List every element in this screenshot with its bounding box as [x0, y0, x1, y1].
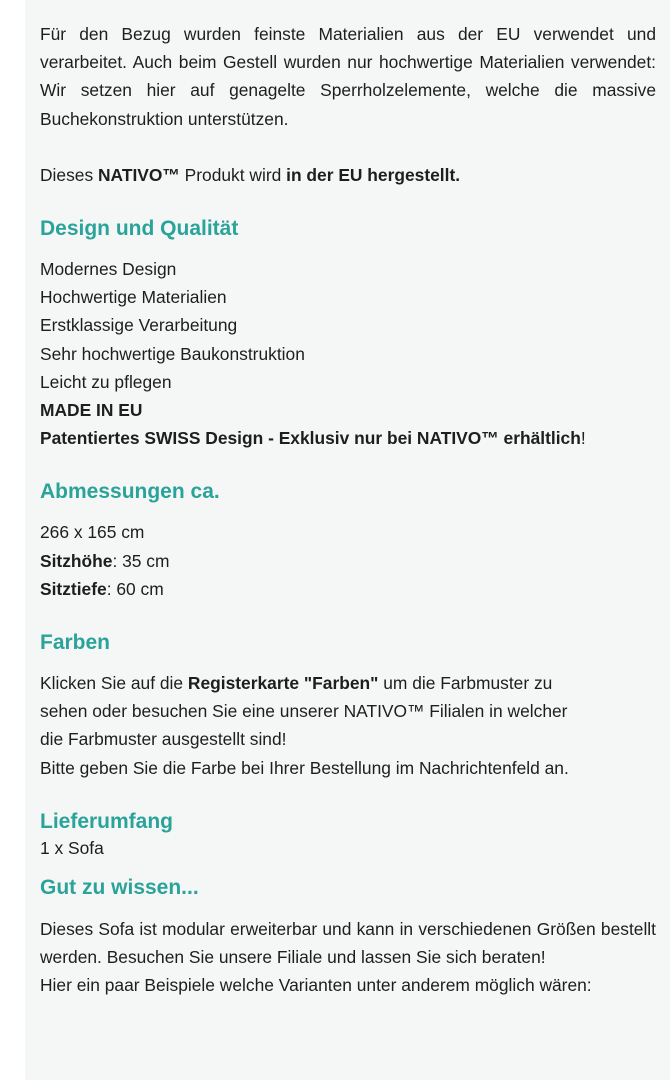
intro-paragraph: Für den Bezug wurden feinste Materialien aus der EU verwendet und verarbeitet. Auch beim Gestell wurden nur hochwertige Materialien verwendet: Wir setzen hier auf genagelte Sperrholzelemente, welche die massive Buchekonstruktion unterstützen. — [40, 24, 656, 129]
colors-tab-reference: Registerkarte "Farben" — [187, 673, 379, 694]
colors-heading: Farben — [40, 631, 111, 655]
colors-line: Klicken Sie auf die Registerkarte "Farben" um die Farbmuster zu — [40, 673, 553, 694]
dimensions-list — [40, 518, 656, 603]
delivery-heading: Lieferumfang — [40, 809, 174, 833]
dimensions-heading: Abmessungen ca. — [40, 480, 220, 504]
made-in-eu-statement: Dieses NATIVO™ Produkt wird in der EU hergestellt. — [40, 164, 461, 185]
brand-name: NATIVO™ — [98, 164, 180, 185]
dimension-seat-height: Sitzhöhe: 35 cm — [40, 550, 170, 571]
good-to-know-paragraph: Dieses Sofa ist modular erweiterbar und kann in verschiedenen Größen bestellt werden. Besuchen Sie unsere Filiale und lassen Sie sich beraten! — [40, 918, 656, 968]
list-item: Erstklassige Verarbeitung — [40, 315, 238, 336]
list-item: Leicht zu pflegen — [40, 371, 172, 392]
design-feature-list — [40, 255, 656, 452]
colors-line: Bitte geben Sie die Farbe bei Ihrer Bestellung im Nachrichtenfeld an. — [40, 757, 569, 778]
dimension-seat-depth: Sitztiefe: 60 cm — [40, 578, 164, 599]
colors-line: sehen oder besuchen Sie eine unserer NATIVO™ Filialen in welcher — [40, 701, 568, 722]
list-item: Sehr hochwertige Baukonstruktion — [40, 343, 305, 364]
colors-text — [40, 669, 656, 782]
dimension-size: 266 x 165 cm — [40, 522, 145, 543]
list-item-patent: Patentiertes SWISS Design - Exklusiv nur bei NATIVO™ erhältlich! — [40, 428, 586, 449]
list-item: Modernes Design — [40, 259, 177, 280]
delivery-item: 1 x Sofa — [40, 837, 104, 858]
list-item-made-in-eu: MADE IN EU — [40, 400, 143, 421]
colors-line: die Farbmuster ausgestellt sind! — [40, 729, 287, 750]
good-to-know-heading: Gut zu wissen... — [40, 875, 199, 899]
design-heading: Design und Qualität — [40, 217, 239, 241]
made-in-eu-bold: in der EU hergestellt. — [286, 164, 461, 185]
list-item: Hochwertige Materialien — [40, 287, 227, 308]
product-description — [25, 0, 670, 1080]
good-to-know-examples: Hier ein paar Beispiele welche Varianten unter anderem möglich wären: — [40, 975, 592, 996]
